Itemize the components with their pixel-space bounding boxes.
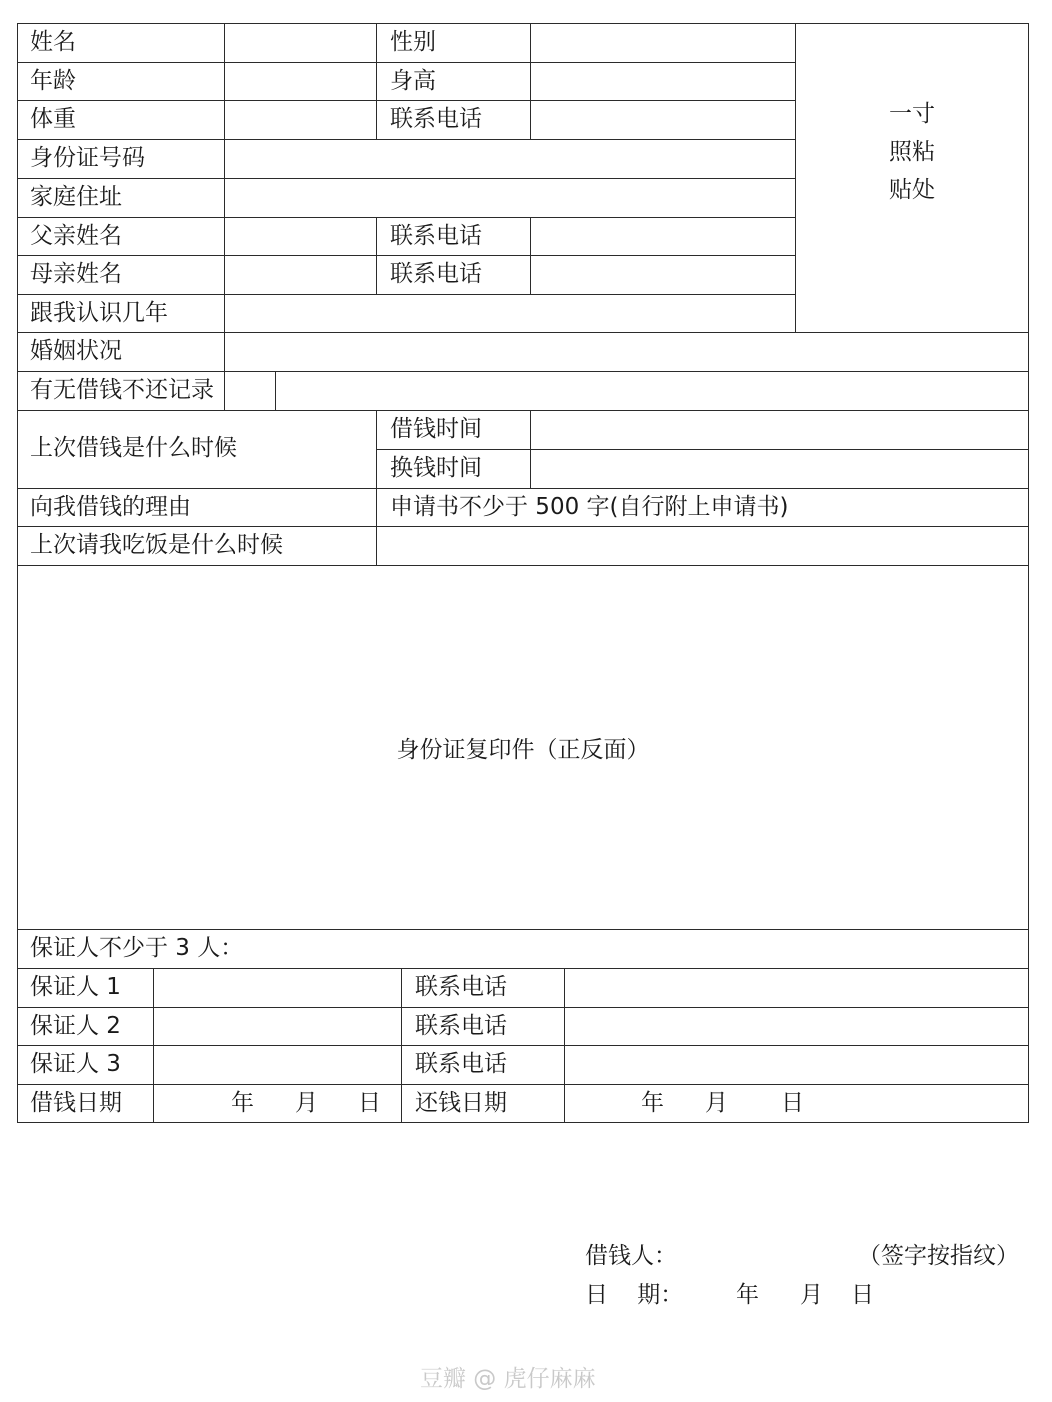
mother-name-label: 母亲姓名 (30, 261, 122, 287)
last-treat-label: 上次请我吃饭是什么时候 (30, 532, 283, 558)
mother-phone-label: 联系电话 (390, 261, 482, 287)
guarantor-1-phone-label: 联系电话 (415, 974, 507, 1000)
address-label: 家庭住址 (30, 184, 122, 210)
father-phone-label: 联系电话 (390, 223, 482, 249)
borrow-date-label: 借钱日期 (30, 1090, 122, 1116)
return-time-label: 换钱时间 (390, 455, 482, 481)
height-label: 身高 (390, 68, 436, 94)
repay-date-label: 还钱日期 (415, 1090, 507, 1116)
id-number-label: 身份证号码 (30, 145, 145, 171)
watermark: 豆瓣 @ 虎仔麻麻 (420, 1366, 596, 1392)
signature-date-day: 日 (851, 1282, 874, 1308)
guarantor-3-label: 保证人 3 (30, 1051, 121, 1077)
gender-label: 性别 (390, 29, 436, 55)
guarantor-1-label: 保证人 1 (30, 974, 121, 1000)
photo-placeholder: 一寸照粘贴处 (889, 101, 935, 203)
name-label: 姓名 (30, 29, 76, 55)
signature-date-label: 日 期： (585, 1282, 684, 1308)
loan-application-form (17, 23, 1029, 1123)
repay-date-year: 年 (641, 1090, 664, 1116)
id-copy-placeholder: 身份证复印件（正反面） (396, 737, 650, 763)
borrow-date-month: 月 (295, 1090, 318, 1116)
guarantor-2-phone-label: 联系电话 (415, 1013, 507, 1039)
years-known-label: 跟我认识几年 (30, 300, 168, 326)
borrow-time-label: 借钱时间 (390, 416, 482, 442)
borrow-date-year: 年 (231, 1090, 254, 1116)
guarantor-3-phone-label: 联系电话 (415, 1051, 507, 1077)
default-record-label: 有无借钱不还记录 (30, 377, 214, 403)
phone-label: 联系电话 (390, 106, 482, 132)
borrow-date-day: 日 (358, 1090, 381, 1116)
last-borrow-label: 上次借钱是什么时候 (30, 435, 237, 461)
father-name-label: 父亲姓名 (30, 223, 122, 249)
signature-date-month: 月 (800, 1282, 823, 1308)
marital-status-label: 婚姻状况 (30, 338, 122, 364)
repay-date-month: 月 (705, 1090, 728, 1116)
age-label: 年龄 (30, 68, 76, 94)
fingerprint-note: （签字按指纹） (858, 1243, 1019, 1269)
guarantors-header: 保证人不少于 3 人： (30, 935, 244, 961)
weight-label: 体重 (30, 106, 76, 132)
guarantor-2-label: 保证人 2 (30, 1013, 121, 1039)
repay-date-day: 日 (781, 1090, 804, 1116)
signature-date-year: 年 (736, 1282, 759, 1308)
reason-label: 向我借钱的理由 (30, 494, 191, 520)
reason-value: 申请书不少于 500 字(自行附上申请书) (390, 494, 789, 520)
borrower-signature-label: 借钱人： (585, 1243, 677, 1269)
